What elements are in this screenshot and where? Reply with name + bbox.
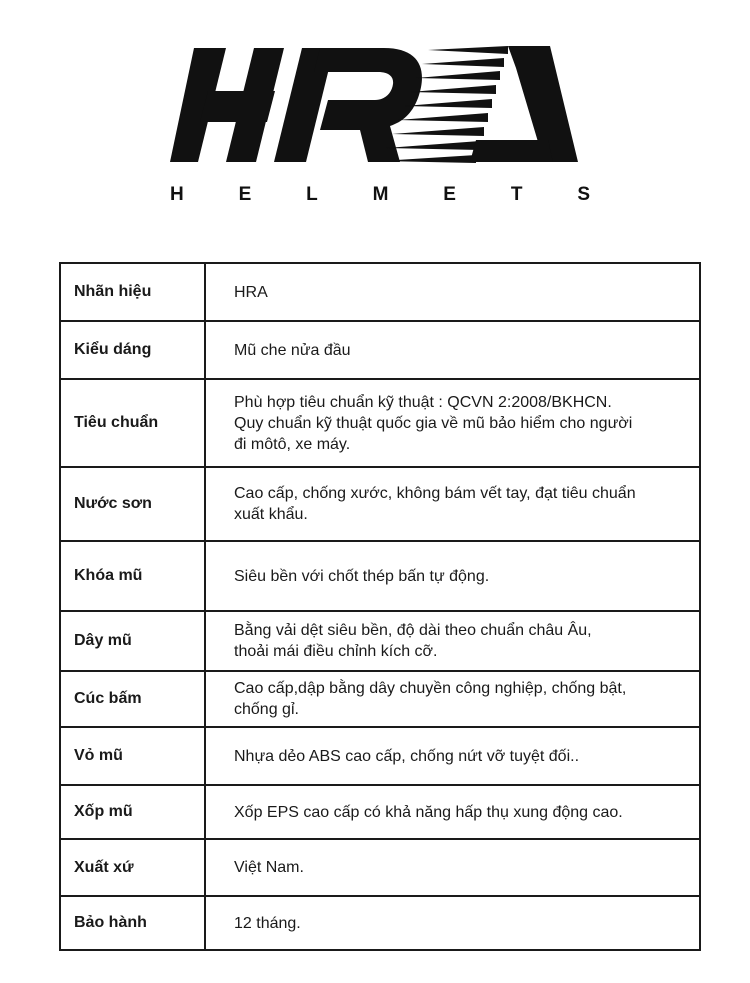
spec-value: Nhựa dẻo ABS cao cấp, chống nứt vỡ tuyệt đối..: [205, 727, 700, 785]
spec-value: Bằng vải dệt siêu bền, độ dài theo chuẩn châu Âu, thoải mái điều chỉnh kích cỡ.: [205, 611, 700, 671]
spec-table: [59, 262, 701, 951]
spec-label: Cúc bấm: [60, 671, 205, 727]
tagline-letter: H: [170, 184, 184, 205]
spec-row-snap: [60, 671, 700, 727]
spec-row-shell: [60, 727, 700, 785]
spec-label: Nhãn hiệu: [60, 263, 205, 321]
spec-row-lock: [60, 541, 700, 611]
spec-row-brand: [60, 263, 700, 321]
spec-label: Khóa mũ: [60, 541, 205, 611]
spec-value: Siêu bền với chốt thép bấn tự động.: [205, 541, 700, 611]
spec-label: Xuất xứ: [60, 839, 205, 896]
spec-value: HRA: [205, 263, 700, 321]
hra-logo: [170, 40, 585, 170]
tagline-letter: T: [510, 184, 523, 205]
tagline-letter: E: [238, 184, 252, 205]
spec-row-foam: [60, 785, 700, 839]
spec-label: Tiêu chuẩn: [60, 379, 205, 467]
spec-value: Phù hợp tiêu chuẩn kỹ thuật : QCVN 2:2008/BKHCN. Quy chuẩn kỹ thuật quốc gia về mũ bảo hiểm cho người đi môtô, xe máy.: [205, 379, 700, 467]
spec-row-style: [60, 321, 700, 379]
helmets-tagline: [170, 184, 590, 206]
spec-row-warranty: [60, 896, 700, 950]
spec-value: Cao cấp,dập bằng dây chuyền công nghiệp, chống bật, chống gỉ.: [205, 671, 700, 727]
spec-row-origin: [60, 839, 700, 896]
spec-value: Cao cấp, chống xước, không bám vết tay, đạt tiêu chuẩn xuất khẩu.: [205, 467, 700, 541]
spec-label: Nước sơn: [60, 467, 205, 541]
spec-value: 12 tháng.: [205, 896, 700, 950]
tagline-letter: L: [306, 184, 318, 205]
spec-row-strap: [60, 611, 700, 671]
tagline-letter: E: [443, 184, 456, 205]
spec-row-paint: [60, 467, 700, 541]
spec-label: Xốp mũ: [60, 785, 205, 839]
spec-label: Dây mũ: [60, 611, 205, 671]
spec-label: Vỏ mũ: [60, 727, 205, 785]
spec-value: Xốp EPS cao cấp có khả năng hấp thụ xung động cao.: [205, 785, 700, 839]
tagline-letter: M: [372, 184, 389, 205]
spec-value: Việt Nam.: [205, 839, 700, 896]
tagline-letter: S: [577, 184, 590, 205]
spec-value: Mũ che nửa đầu: [205, 321, 700, 379]
spec-label: Bảo hành: [60, 896, 205, 950]
spec-label: Kiểu dáng: [60, 321, 205, 379]
spec-row-standard: [60, 379, 700, 467]
